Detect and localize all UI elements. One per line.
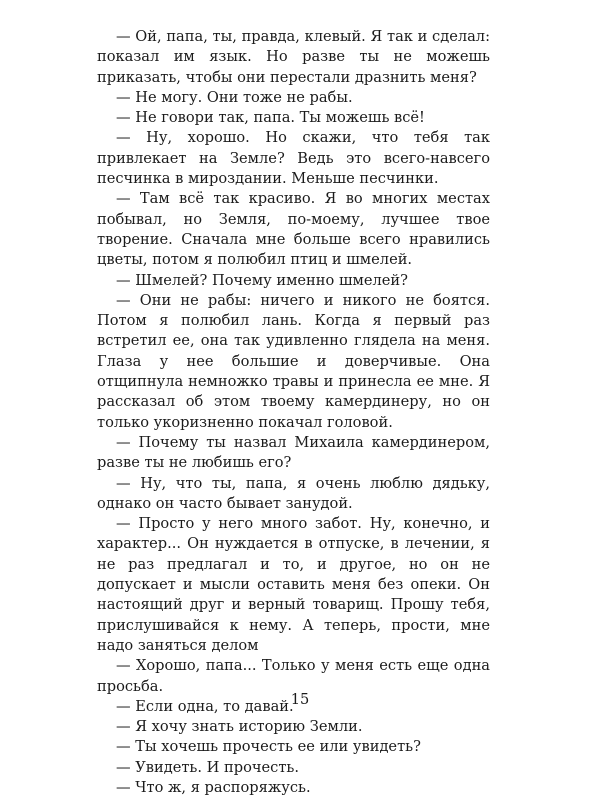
paragraph: — Не могу. Они тоже не рабы. <box>116 88 353 106</box>
paragraph: — Там всё так красиво. Я во многих местах побывал, но Земля, по-моему, лучшее твое творение. Сначала мне больше всего нравились цветы, потом я полюбил птиц и шмелей. <box>97 190 490 269</box>
paragraph: — Ну, хорошо. Но скажи, что тебя так привлекает на Земле? Ведь это всего-навсего песчинка в мироздании. Меньше песчинки. <box>97 129 490 188</box>
paragraph: — Увидеть. И прочесть. <box>116 758 299 776</box>
paragraph: — Я хочу знать историю Земли. <box>116 718 363 736</box>
page-text <box>97 27 490 798</box>
paragraph: — Просто у него много забот. Ну, конечно, и характер... Он нуждается в отпуске, в лечении, я не раз предлагал и то, и другое, но он не допускает и мысли оставить меня без опеки. Он настоящий друг и верный товарищ. Прошу тебя, прислушивайся к нему. А теперь, прости, мне надо заняться делом <box>97 515 490 654</box>
paragraph: — Шмелей? Почему именно шмелей? <box>116 271 408 289</box>
page-number: 15 <box>290 691 310 708</box>
paragraph: — Не говори так, папа. Ты можешь всё! <box>116 109 425 127</box>
paragraph: — Они не рабы: ничего и никого не боятся. Потом я полюбил лань. Когда я первый раз встретил ее, она так удивленно глядела на меня. Глаза у нее большие и доверчивые. Она отщипнула немножко травы и принесла ее мне. Я рассказал об этом твоему камердинеру, но он только укоризненно покачал головой. <box>97 291 490 431</box>
paragraph: — Хорошо, папа... Только у меня есть еще одна просьба. <box>97 657 490 695</box>
paragraph: — Почему ты назвал Михаила камердинером, разве ты не любишь его? <box>97 433 490 472</box>
paragraph: — Ну, что ты, папа, я очень люблю дядьку, однако он часто бывает занудой. <box>97 474 490 512</box>
paragraph: — Если одна, то давай. <box>116 697 294 715</box>
paragraph: — Ой, папа, ты, правда, клевый. Я так и сделал: показал им язык. Но разве ты не можешь приказать, чтобы они перестали дразнить меня? <box>97 28 490 86</box>
paragraph: — Ты хочешь прочесть ее или увидеть? <box>116 738 421 756</box>
paragraph: — Что ж, я распоряжусь. <box>116 778 311 796</box>
